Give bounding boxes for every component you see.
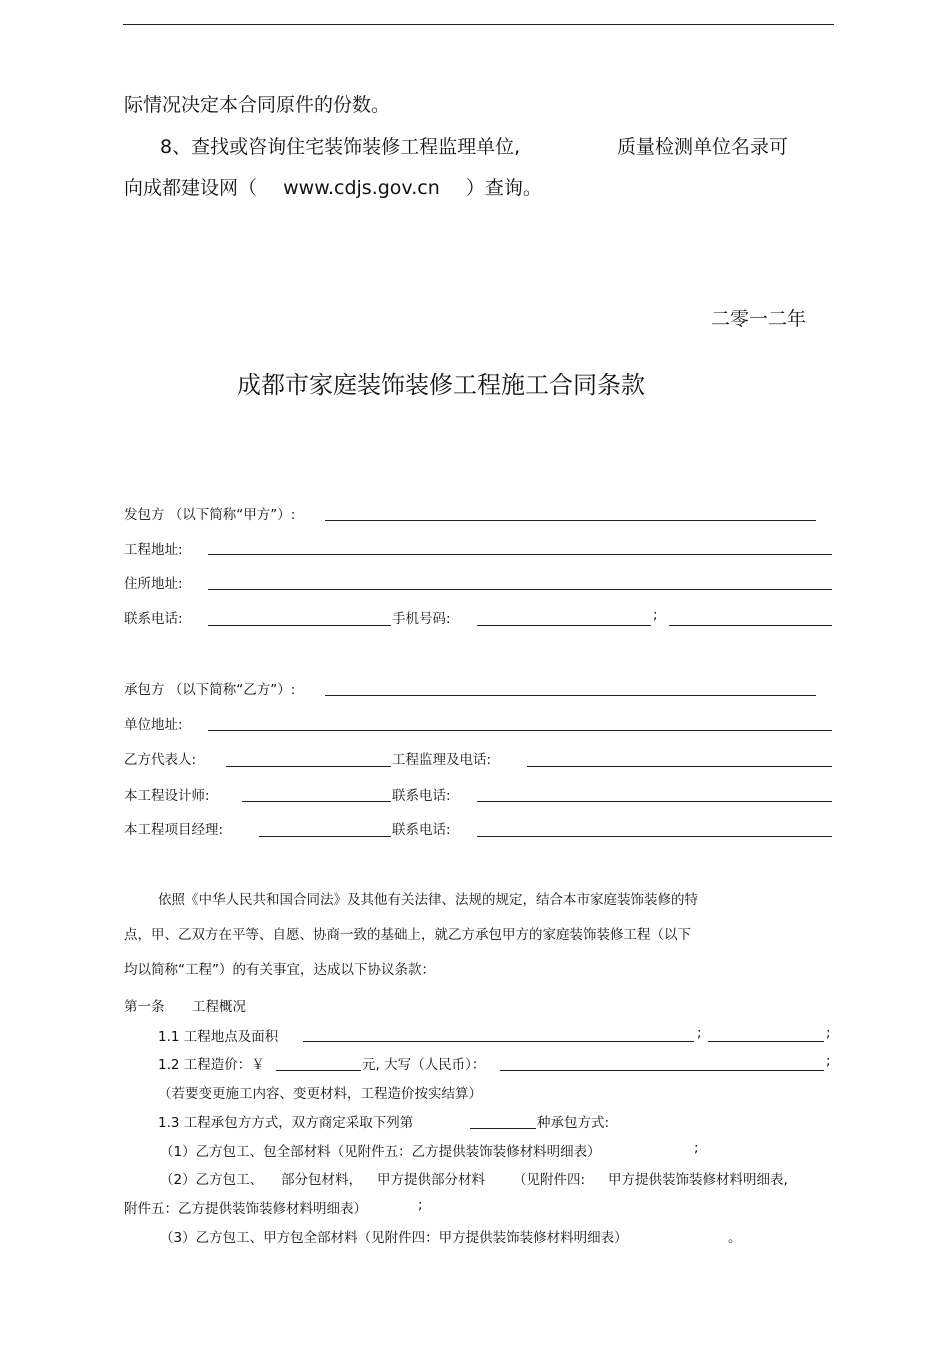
manager-label: 本工程项目经理: xyxy=(124,822,224,838)
location-field[interactable] xyxy=(303,1041,694,1042)
party-a-mobile-field[interactable] xyxy=(477,625,651,626)
header-rule xyxy=(123,24,834,25)
website-link[interactable]: www.cdjs.gov.cn xyxy=(283,177,440,199)
project-address-field[interactable] xyxy=(208,554,832,555)
party-a-semicolon: ; xyxy=(653,607,658,623)
party-a-label: 发包方 （以下简称“甲方”）: xyxy=(124,507,296,523)
option-2-text-c: 甲方提供部分材料 xyxy=(377,1172,485,1188)
preamble-line-1: 依照《中华人民共和国合同法》及其他有关法律、法规的规定，结合本市家庭装饰装修的特 xyxy=(158,892,698,908)
party-a-extra-field[interactable] xyxy=(669,625,832,626)
article-1-number: 第一条 xyxy=(124,999,165,1015)
item-1-2-note: （若要变更施工内容、变更材料，工程造价按实结算） xyxy=(158,1086,482,1102)
price-field[interactable] xyxy=(276,1070,361,1071)
preamble-line-3: 均以简称“工程”）的有关事宜，达成以下协议条款： xyxy=(124,962,435,978)
designer-field[interactable] xyxy=(242,801,391,802)
party-b-rep-label: 乙方代表人: xyxy=(124,752,197,768)
item-1-3-suffix: 种承包方式: xyxy=(537,1115,610,1131)
year-text: 二零一二年 xyxy=(711,308,807,330)
party-a-phone-label: 联系电话: xyxy=(124,611,183,627)
unit-address-field[interactable] xyxy=(208,730,832,731)
option-3-end: 。 xyxy=(728,1230,742,1246)
item-1-3-label: 1.3 工程承包方方式，双方商定采取下列第 xyxy=(158,1115,414,1131)
area-field[interactable] xyxy=(708,1041,824,1042)
party-b-rep-field[interactable] xyxy=(226,766,391,767)
unit-address-label: 单位地址: xyxy=(124,717,183,733)
item-1-1-label: 1.1 工程地点及面积 xyxy=(158,1029,279,1045)
item-8-prefix: 向成都建设网（ xyxy=(124,177,258,199)
designer-phone-label: 联系电话: xyxy=(392,788,451,804)
supervisor-label: 工程监理及电话: xyxy=(392,752,492,768)
item-1-1-semicolon-a: ; xyxy=(697,1025,702,1041)
supervisor-field[interactable] xyxy=(527,766,832,767)
item-1-2-semicolon: ; xyxy=(826,1053,831,1069)
party-b-name-field[interactable] xyxy=(325,695,816,696)
item-8-text-b: 质量检测单位名录可 xyxy=(617,136,789,158)
manager-phone-label: 联系电话: xyxy=(392,822,451,838)
designer-phone-field[interactable] xyxy=(477,801,832,802)
party-a-mobile-label: 手机号码: xyxy=(392,611,451,627)
option-1-end: ; xyxy=(694,1140,699,1156)
option-2-text-d: （见附件四: xyxy=(513,1172,586,1188)
party-a-name-field[interactable] xyxy=(325,520,816,521)
item-8-text-a: 8、查找或咨询住宅装饰装修工程监理单位, xyxy=(160,136,521,158)
item-1-2-label: 1.2 工程造价：￥ xyxy=(158,1057,265,1073)
preamble-line-2: 点，甲、乙双方在平等、自愿、协商一致的基础上，就乙方承包甲方的家庭装饰装修工程（以下 xyxy=(124,927,691,943)
manager-phone-field[interactable] xyxy=(477,836,832,837)
option-2-text-a: （2）乙方包工、 xyxy=(160,1172,264,1188)
item-8-suffix: ）查询。 xyxy=(465,177,542,199)
residence-address-label: 住所地址: xyxy=(124,576,183,592)
option-1-text: （1）乙方包工、包全部材料（见附件五：乙方提供装饰装修材料明细表） xyxy=(160,1144,601,1160)
item-8-text-c xyxy=(124,173,542,200)
price-in-words-field[interactable] xyxy=(500,1070,824,1071)
designer-label: 本工程设计师: xyxy=(124,788,210,804)
option-2-end: ; xyxy=(418,1197,423,1213)
option-2-text-b: 部分包材料， xyxy=(281,1172,362,1188)
party-a-phone-field[interactable] xyxy=(208,625,391,626)
residence-address-field[interactable] xyxy=(208,589,832,590)
manager-field[interactable] xyxy=(259,836,391,837)
page-title: 成都市家庭装饰装修工程施工合同条款 xyxy=(237,371,645,399)
contract-mode-field[interactable] xyxy=(470,1128,536,1129)
project-address-label: 工程地址: xyxy=(124,542,183,558)
option-3-text: （3）乙方包工、甲方包全部材料（见附件四：甲方提供装饰装修材料明细表） xyxy=(160,1230,628,1246)
article-1-title: 工程概况 xyxy=(192,999,246,1015)
party-b-label: 承包方 （以下简称“乙方”）: xyxy=(124,682,296,698)
item-1-1-semicolon-b: ; xyxy=(826,1025,831,1041)
option-2-line-2: 附件五：乙方提供装饰装修材料明细表） xyxy=(124,1201,367,1217)
item-1-2-rmb-label: 元, 大写（人民币）： xyxy=(362,1057,486,1073)
intro-line-1: 际情况决定本合同原件的份数。 xyxy=(124,94,391,116)
option-2-text-e: 甲方提供装饰装修材料明细表, xyxy=(608,1172,788,1188)
